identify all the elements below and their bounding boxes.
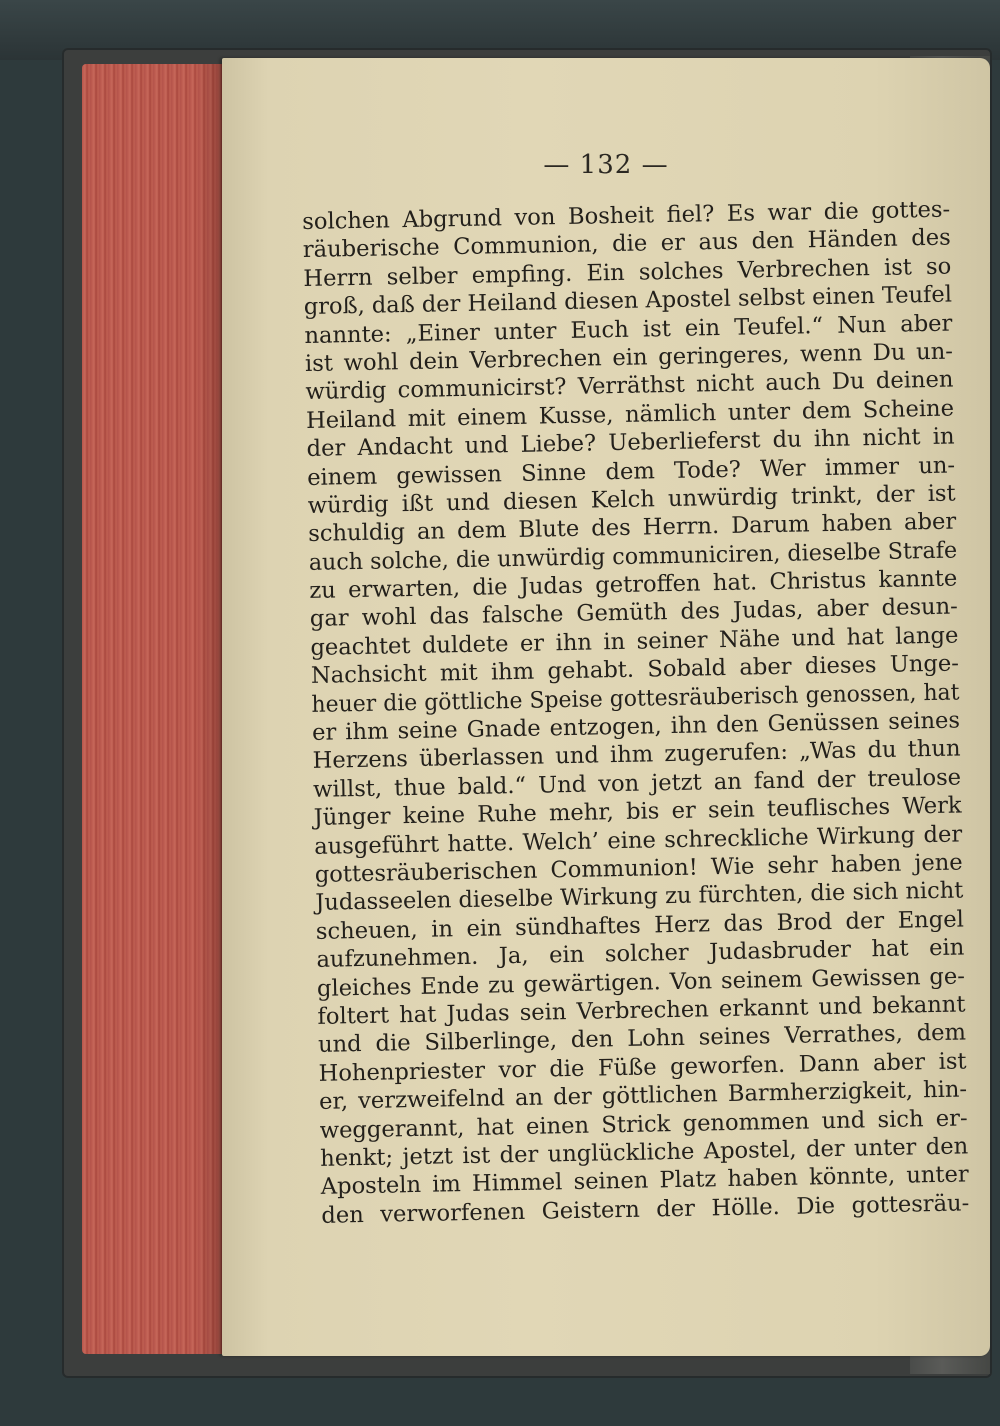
text-line: Hohenpriester vor die Füße geworfen. Dann aber ist xyxy=(318,1048,967,1087)
text-line: gar wohl das falsche Gemüth des Judas, aber desun- xyxy=(309,593,959,633)
text-line: er ihm seine Gnade entzogen, ihn den Genüssen seines xyxy=(311,707,961,746)
text-line: er, verzweifelnd an der göttlichen Barmherzigkeit, hin- xyxy=(318,1076,968,1115)
text-line: henkt; jetzt ist der unglückliche Apostel, der unter den xyxy=(320,1133,969,1172)
text-line: und die Silberlinge, den Lohn seines Verrathes, dem xyxy=(317,1019,967,1059)
text-line: solchen Abgrund von Bosheit fiel? Es war die gottes- xyxy=(302,196,951,235)
text-line: würdig ißt und diesen Kelch unwürdig trinkt, der ist xyxy=(307,480,956,519)
book-page xyxy=(222,58,990,1356)
text-line: foltert hat Judas sein Verbrechen erkannt und bekannt xyxy=(317,991,966,1030)
text-line: zu erwarten, die Judas getroffen hat. Christus kannte xyxy=(309,565,958,605)
text-line: ist wohl dein Verbrechen ein geringeres, wenn Du un- xyxy=(304,338,954,377)
text-line: groß, daß der Heiland diesen Apostel selbst einen Teufel xyxy=(303,281,953,321)
text-line: Nachsicht mit ihm gehabt. Sobald aber dieses Unge- xyxy=(310,650,960,690)
text-line: würdig communicirst? Verräthst nicht auch Du deinen xyxy=(305,366,954,406)
text-line: räuberische Communion, die er aus den Händen des xyxy=(302,224,951,264)
body-text xyxy=(302,196,970,1230)
text-line: geachtet duldete er ihn in seiner Nähe und hat lange xyxy=(310,622,959,661)
text-line: Herzens überlassen und ihm zugerufen: „Was du thun xyxy=(312,735,961,775)
text-line: Heiland mit einem Kusse, nämlich unter dem Scheine xyxy=(305,395,955,434)
text-line: auch solche, die unwürdig communiciren, dieselbe Strafe xyxy=(308,537,958,576)
text-line: Judasseelen dieselbe Wirkung zu fürchten, die sich nicht xyxy=(315,877,964,917)
text-line: Aposteln im Himmel seinen Platz haben könnte, unter xyxy=(320,1161,969,1201)
page-number: — 132 — xyxy=(543,150,669,180)
text-line: schuldig an dem Blute des Herrn. Darum haben aber xyxy=(308,508,957,548)
text-line: scheuen, in ein sündhaftes Herz das Brod der Engel xyxy=(315,906,965,945)
text-line: gottesräuberischen Communion! Wie sehr haben jene xyxy=(314,849,963,888)
text-line: Herrn selber empfing. Ein solches Verbrechen ist so xyxy=(303,253,952,292)
text-line: gleiches Ende zu gewärtigen. Von seinem Gewissen ge- xyxy=(316,962,966,1002)
text-line: heuer die göttliche Speise gottesräuberisch genossen, hat xyxy=(311,679,960,718)
text-line: ausgeführt hatte. Welch’ eine schreckliche Wirkung der xyxy=(314,821,963,860)
text-line: nannte: „Einer unter Euch ist ein Teufel.“ Nun aber xyxy=(304,310,953,349)
text-line: Jünger keine Ruhe mehr, bis er sein teuflisches Werk xyxy=(313,792,962,832)
text-line: einem gewissen Sinne dem Tode? Wer immer un- xyxy=(306,452,956,491)
text-line: der Andacht und Liebe? Ueberlieferst du ihn nicht in xyxy=(306,423,955,463)
text-line: willst, thue bald.“ Und von jetzt an fand der treulose xyxy=(312,764,962,803)
text-line: aufzunehmen. Ja, ein solcher Judasbruder hat ein xyxy=(316,934,965,974)
text-line: den verworfenen Geistern der Hölle. Die gottesräu- xyxy=(321,1190,970,1229)
text-line: weggerannt, hat einen Strick genommen und sich er- xyxy=(319,1104,968,1144)
